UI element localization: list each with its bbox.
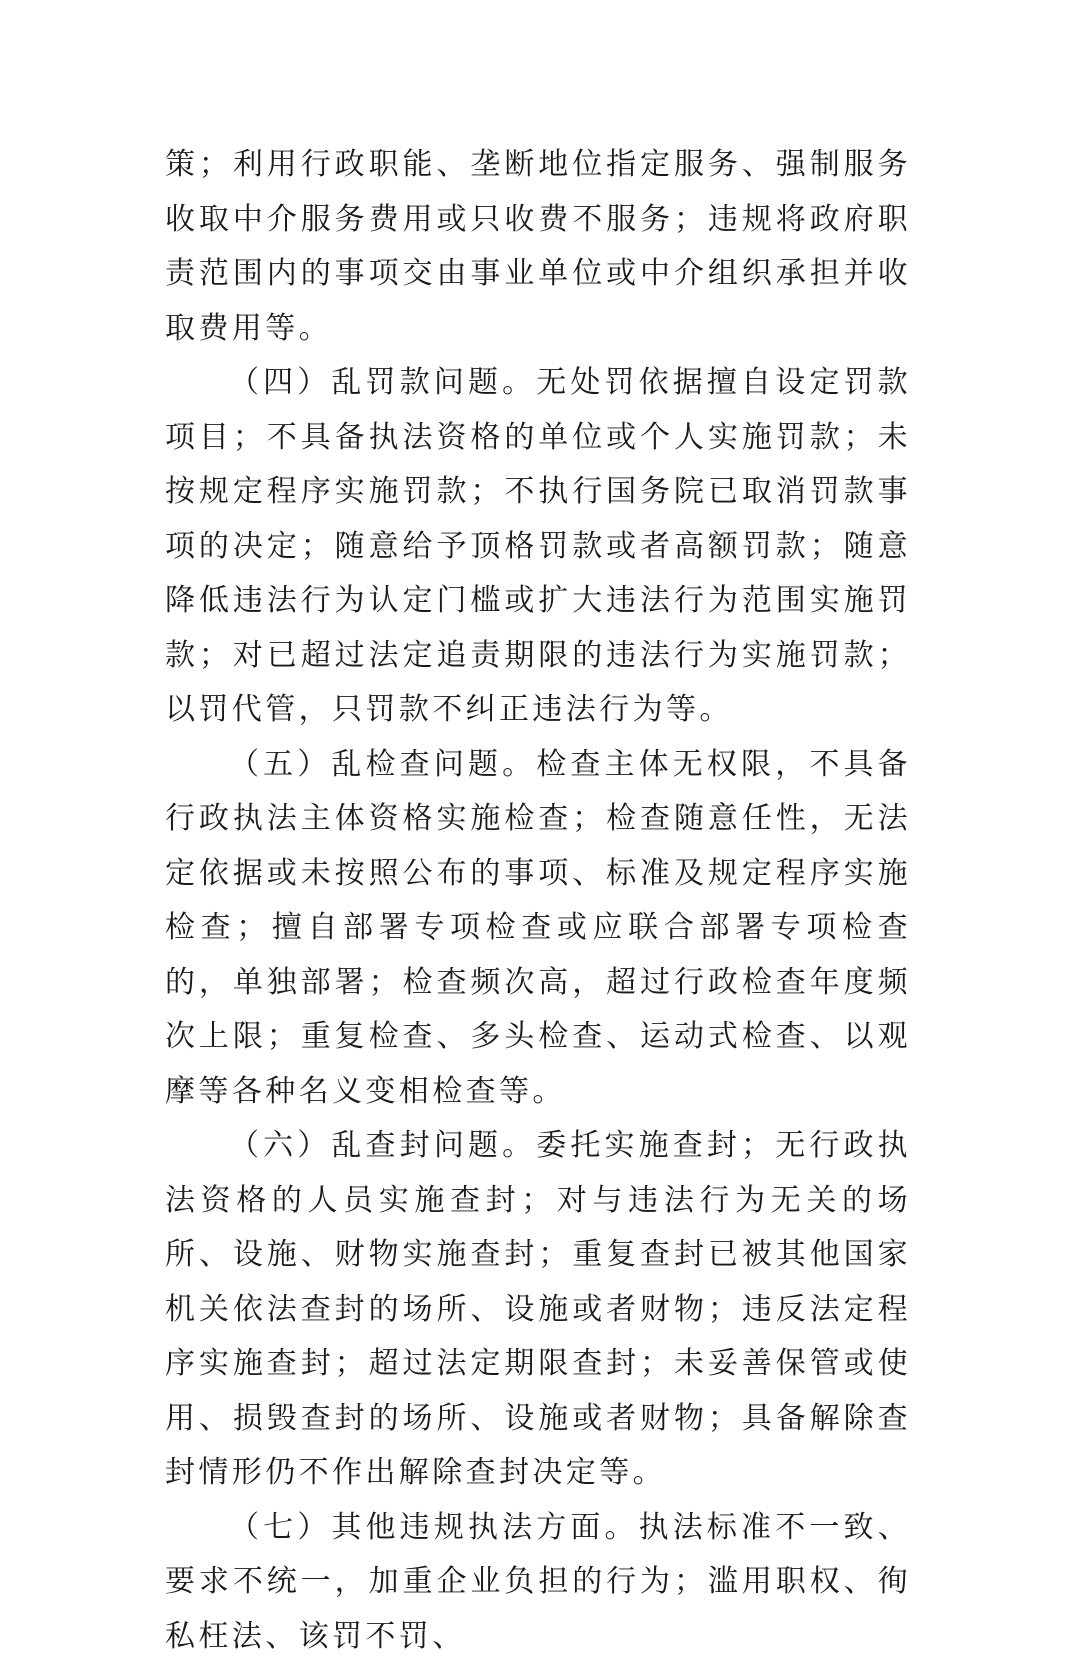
document-body <box>165 138 911 1664</box>
paragraph-fines: （四）乱罚款问题。无处罚依据擅自设定罚款项目；不具备执法资格的单位或个人实施罚款；未按规定程序实施罚款；不执行国务院已取消罚款事项的决定；随意给予顶格罚款或者高额罚款；随意降低违法行为认定门槛或扩大违法行为范围实施罚款；对已超过法定追责期限的违法行为实施罚款；以罚代管，只罚款不纠正违法行为等。 <box>165 356 911 738</box>
paragraph-continuation: 策；利用行政职能、垄断地位指定服务、强制服务收取中介服务费用或只收费不服务；违规将政府职责范围内的事项交由事业单位或中介组织承担并收取费用等。 <box>165 138 911 356</box>
paragraph-seizures: （六）乱查封问题。委托实施查封；无行政执法资格的人员实施查封；对与违法行为无关的场所、设施、财物实施查封；重复查封已被其他国家机关依法查封的场所、设施或者财物；违反法定程序实施查封；超过法定期限查封；未妥善保管或使用、损毁查封的场所、设施或者财物；具备解除查封情形仍不作出解除查封决定等。 <box>165 1119 911 1501</box>
paragraph-other-violations: （七）其他违规执法方面。执法标准不一致、要求不统一，加重企业负担的行为；滥用职权、徇私枉法、该罚不罚、 <box>165 1501 911 1664</box>
paragraph-inspections: （五）乱检查问题。检查主体无权限，不具备行政执法主体资格实施检查；检查随意任性，无法定依据或未按照公布的事项、标准及规定程序实施检查；擅自部署专项检查或应联合部署专项检查的，单独部署；检查频次高，超过行政检查年度频次上限；重复检查、多头检查、运动式检查、以观摩等各种名义变相检查等。 <box>165 738 911 1120</box>
